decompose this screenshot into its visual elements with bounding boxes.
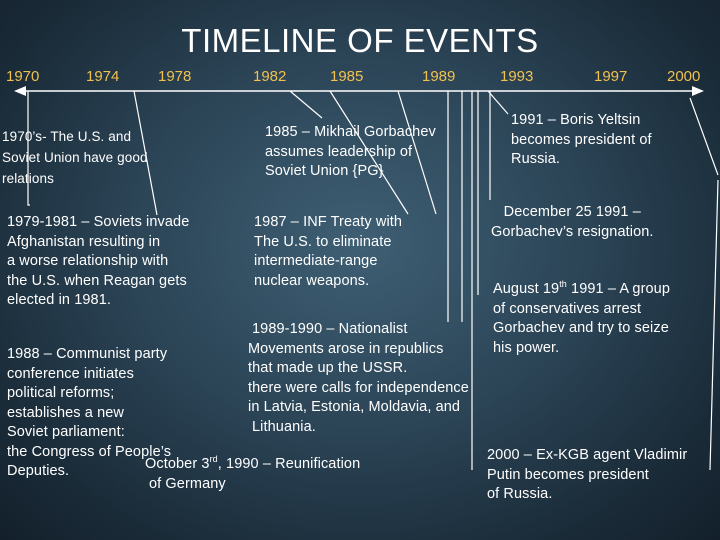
event-1979-afghanistan: 1979-1981 – Soviets invade Afghanistan resulting in a worse relationship with the U.S. when Reagan gets elected in 1981. (7, 214, 190, 308)
year-label: 1989 (422, 68, 456, 85)
event-1991-resignation: December 25 1991 – Gorbachev’s resignation. (491, 204, 654, 240)
connector-1985 (290, 91, 322, 118)
event-2000-putin: 2000 – Ex-KGB agent Vladimir Putin becomes president of Russia. (487, 447, 688, 502)
event-1991-yeltsin: 1991 – Boris Yeltsin becomes president of Russia. (511, 112, 652, 167)
connector-1991-right (690, 98, 718, 175)
year-label: 1997 (594, 68, 628, 85)
year-label: 1993 (500, 68, 534, 85)
event-1970s: 1970’s- The U.S. and Soviet Union have good relations (2, 129, 148, 186)
event-1987-inf-treaty: 1987 – INF Treaty with The U.S. to eliminate intermediate-range nuclear weapons. (254, 214, 403, 289)
year-label: 1985 (330, 68, 364, 85)
event-1988-reforms: 1988 – Communist party conference initiates political reforms; establishes a new Soviet parliament: the Congress of People’s Deputies. (7, 346, 172, 479)
event-1990-reunification: October 3rd, 1990 – Reunification of Germany (145, 454, 361, 492)
event-1991-coup: August 19th 1991 – A group of conservatives arrest Gorbachev and try to seize his power. (493, 279, 671, 356)
page-title: TIMELINE OF EVENTS (181, 22, 539, 59)
connector-1991-yeltsin (488, 91, 508, 114)
year-label: 1982 (253, 68, 287, 85)
year-label: 1978 (158, 68, 192, 85)
axis-left-arrow (14, 86, 26, 96)
connector-2000 (710, 180, 718, 470)
event-1985-gorbachev: 1985 – Mikhail Gorbachev assumes leadership of Soviet Union {PG} (265, 124, 436, 179)
year-label: 2000 (667, 68, 701, 85)
axis-right-arrow (692, 86, 704, 96)
year-label: 1974 (86, 68, 120, 85)
year-label: 1970 (6, 68, 40, 85)
event-1989-nationalist-movements: 1989-1990 – Nationalist Movements arose in republics that made up the USSR. there were calls for independence in Latvia, Estonia, Moldavia, and Lithuania. (248, 321, 469, 435)
